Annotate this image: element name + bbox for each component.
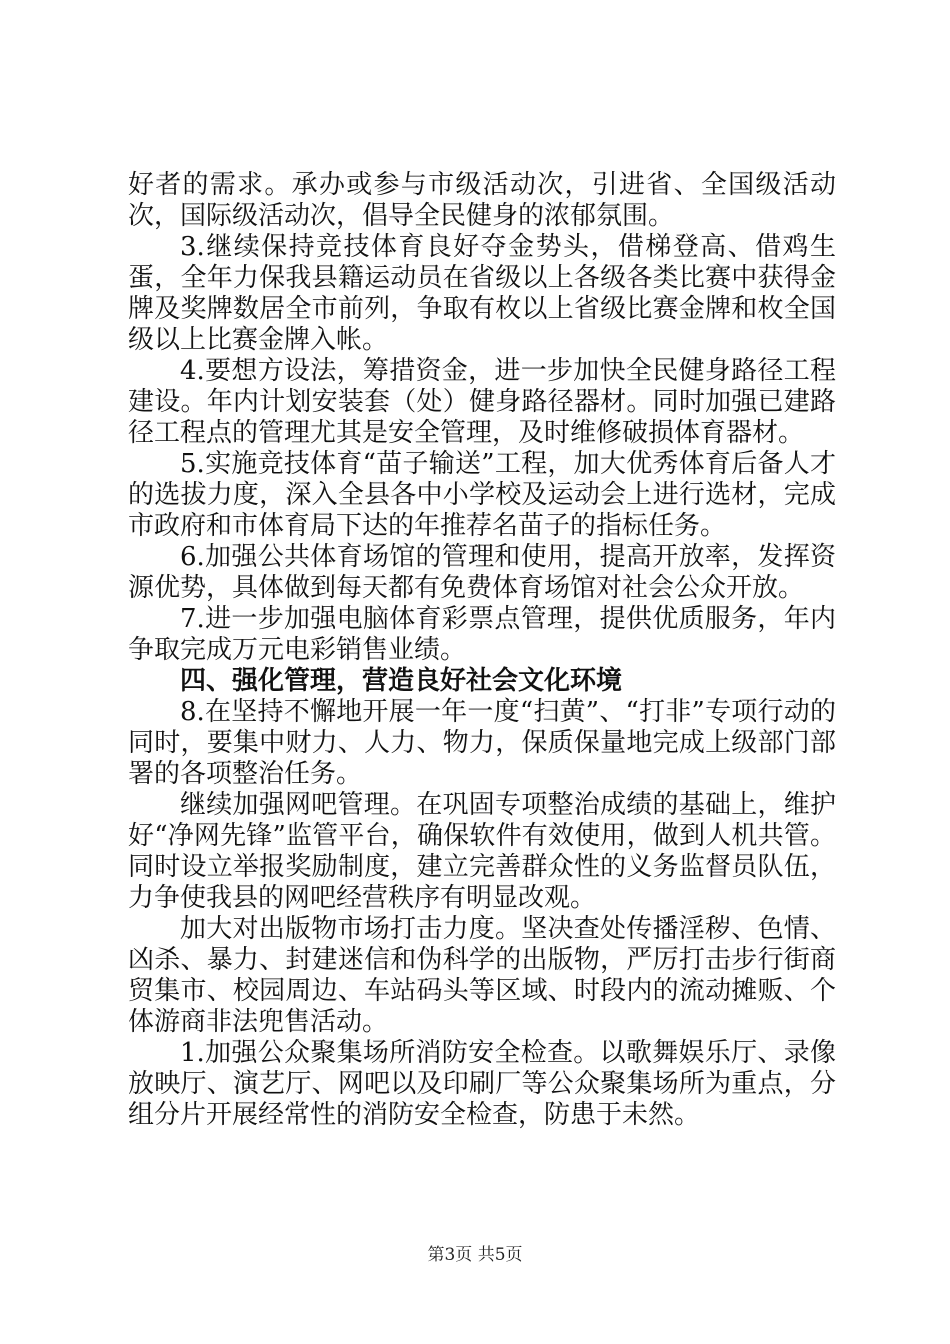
paragraph-item-5: 5.实施竞技体育“苗子输送”工程，加大优秀体育后备人才的选拔力度，深入全县各中小学校及运动会上进行选材，完成市政府和市体育局下达的年推荐名苗子的指标任务。 [128,449,836,541]
section-heading: 四、强化管理，营造良好社会文化环境 [180,666,623,696]
paragraph-item-3: 3.继续保持竞技体育良好夺金势头，借梯登高、借鸡生蛋，全年力保我县籍运动员在省级以上各级各类比赛中获得金牌及奖牌数居全市前列，争取有枚以上省级比赛金牌和枚全国级以上比赛金牌入帐。 [128,232,836,355]
paragraph-item-4: 4.要想方设法，筹措资金，进一步加快全民健身路径工程建设。年内计划安装套（处）健身路径器材。同时加强已建路径工程点的管理尤其是安全管理，及时维修破损体育器材。 [128,356,836,448]
paragraph-internet-cafe: 继续加强网吧管理。在巩固专项整治成绩的基础上，维护好“净网先锋”监管平台，确保软件有效使用，做到人机共管。同时设立举报奖励制度，建立完善群众性的义务监督员队伍，力争使我县的网吧经营秩序有明显改观。 [128,790,836,913]
paragraph-item-8: 8.在坚持不懈地开展一年一度“扫黄”、“打非”专项行动的同时，要集中财力、人力、物力，保质保量地完成上级部门部署的各项整治任务。 [128,697,836,789]
paragraph-continuation: 好者的需求。承办或参与市级活动次，引进省、全国级活动次，国际级活动次，倡导全民健身的浓郁氛围。 [128,170,836,231]
paragraph-item-6: 6.加强公共体育场馆的管理和使用，提高开放率，发挥资源优势，具体做到每天都有免费体育场馆对社会公众开放。 [128,542,836,603]
paragraph-item-7: 7.进一步加强电脑体育彩票点管理，提供优质服务，年内争取完成万元电彩销售业绩。 [128,604,836,665]
document-body [128,170,836,1131]
paragraph-publications: 加大对出版物市场打击力度。坚决查处传播淫秽、色情、凶杀、暴力、封建迷信和伪科学的出版物，严厉打击步行街商贸集市、校园周边、车站码头等区域、时段内的流动摊贩、个体游商非法兜售活动。 [128,914,836,1037]
page-number-footer: 第3页 共5页 [427,1245,523,1265]
paragraph-fire-safety: 1.加强公众聚集场所消防安全检查。以歌舞娱乐厅、录像放映厅、演艺厅、网吧以及印刷厂等公众聚集场所为重点，分组分片开展经常性的消防安全检查，防患于未然。 [128,1038,836,1130]
